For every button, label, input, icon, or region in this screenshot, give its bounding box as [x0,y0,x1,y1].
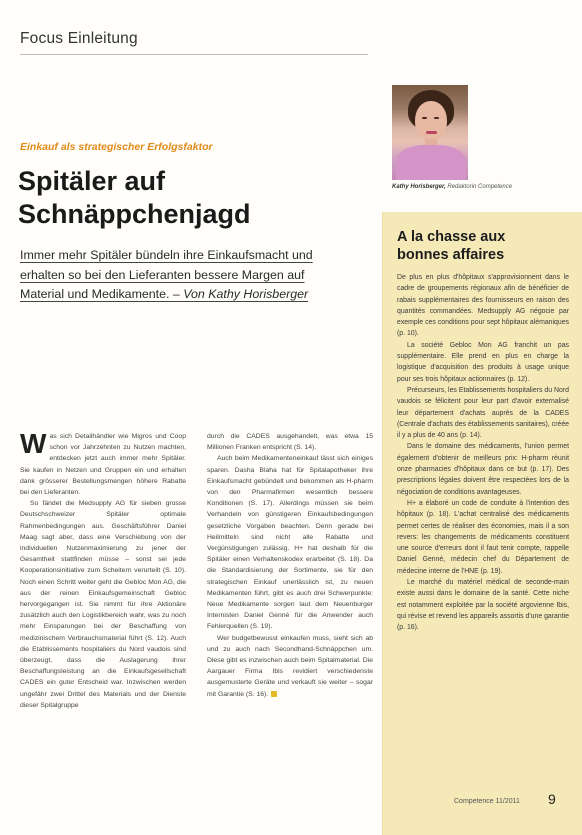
body-paragraph: Wer budgetbewusst einkaufen muss, sieht sich ab und zu auch nach Secondhand-Schnäppchen um. Diese gibt es inzwischen auch beim Spitalmaterial. Die Aargauer Firma Ibis revidiert verschiedenste ausgemusterte Geräte und verkauft sie weiter – sogar mit Garantie (S. 16). [207,634,373,698]
article-title [18,165,358,231]
drop-cap: W [20,428,47,459]
page-number: 9 [548,791,556,807]
end-mark-icon [271,691,277,697]
article-title-line-2: Schnäppchenjagd [18,199,251,229]
lead-line-2: erhalten so bei den Lieferanten bessere Margen auf [20,267,305,282]
summary-paragraph: Dans le domaine des médicaments, l'union permet également d'obtenir de meilleurs prix: H-pharm réunit onze pharmacies d'hôpitaux dans ce but (p. 17). Des prescriptions légales doivent être respectées lors de la négociation de conditions avantageuses. [397,443,569,496]
photo-caption [392,184,512,190]
body-column-2 [207,431,373,700]
summary-paragraph: Précurseurs, les Etablissements hospitaliers du Nord vaudois se félicitent pour leur part d'avoir externalisé leur département d'achats auprès de la CADES (Centrale d'achats des établissements sanitaires), créée il y a plus de 40 ans (p. 14). [397,386,569,440]
section-rubric: Focus Einleitung [20,30,138,47]
summary-paragraph: H+ a élaboré un code de conduite à l'intention des hôpitaux (p. 18). L'achat centralisé des médicaments permet certes de réaliser des économies, mais il a son revers: les changements de médicaments constituent une source d'erreurs dont il faut tenir compte, rappelle Daniel Genné, médecin chef du Département de médecine interne de l'HNE (p. 19). [397,499,569,575]
rubric-divider [20,54,368,55]
body-paragraph: So fändet die Medsupply AG für sieben grosse Deutschschweizer Spitäler optimale Rahmenbedingungen aus. Geschäftsführer Daniel Maag sagt aber, dass eine Verschiebung von der individuellen Nutzenmaximierung zu jener der Gesamtheit stattfinden müsse – sonst sei jede Kooperationsinitiative zum Scheitern verurteilt (S. 10). Noch einen Schritt weiter geht die Gebloc Mon AG, die aus der reinen Einkaufsgemeinschaft Gebloc hervorgegangen ist. Sie nimmt für ihre Aktionäre zusätzlich auch den Logistikbereich wahr, was zu noch mehr Einsparungen bei der Beschaffung von medizinischem Verbrauchsmaterial führt (S. 12). Auch die Etablissements hospitaliers du Nord vaudois sind überzeugt, dass die Auslagerung ihrer Beschaffungsleistung an die Einkaufsgesellschaft CADES ein guter Entscheid war. Inzwischen werden ungefähr zwei Drittel des Materials und der Dienste dieser Spitalgruppe [20,500,186,709]
article-kicker: Einkauf als strategischer Erfolgsfaktor [20,141,213,153]
lead-author: Von Kathy Horisberger [183,287,309,301]
body-column-1 [20,428,186,711]
article-lead [20,246,365,305]
summary-title-line-2: bonnes affaires [397,247,505,263]
french-summary-box [382,212,582,835]
lead-line-1: Immer mehr Spitäler bündeln ihre Einkaufsmacht und [20,248,313,262]
summary-title-line-1: A la chasse aux [397,229,506,245]
article-title-line-1: Spitäler auf [18,166,166,196]
article-body [20,428,375,771]
summary-title [397,228,567,264]
body-paragraph: durch die CADES ausgehandelt, was etwa 15 Millionen Franken entspricht (S. 14). [207,433,373,452]
body-paragraph: as sich Detailhändler wie Migros und Coop schon vor Jahrzehnten zu Nutzen machten, entdecken jetzt auch immer mehr Spitäler. Sie kaufen in Netzen und Gruppen ein und erhalten dank grösserer Bestellungsmengen höhere Rabatte bei den Lieferanten. [20,433,186,497]
author-photo [392,85,468,180]
summary-paragraph: La société Gebloc Mon AG franchit un pas supplémentaire. Elle prend en plus en charge la logistique d'acquisition des produits à usage unique pour ses trois hôpitaux actionnaires (p. 12). [397,341,569,383]
lead-line-3: Material und Medikamente. – [20,287,184,301]
summary-text [397,272,569,634]
summary-paragraph: Le marché du matériel médical de seconde-main existe aussi dans le domaine de la santé. Cette niche est notamment exploitée par la société argovienne Ibis, qui révise et revend les appareils assortis d'une garantie (p. 16). [397,579,569,632]
caption-role: Redaktorin Competence [445,184,513,190]
body-paragraph: Auch beim Medikamenteneinkauf lässt sich einiges sparen. Dasha Blaha hat für Spitalapotheker ihre Einkaufsmacht gebündelt und bekommen als H-pharm von den Pharmafirmen wesentlich bessere Konditionen (S. 17). Allerdings müssen sie beim Verhandeln von günstigeren Einkaufsbedingungen gesetzliche Vorgaben beachten. Denn gerade bei Heilmitteln sind nicht alle Rabatte und Vergünstigungen zulässig. H+ hat deshalb für die Spitäler einen Verhaltenskodex erarbeitet (S. 18). Da die Standardisierung der Sortimente, sie für den strategischen Einkauf unerlässlich ist, zu neuen Medikamenten führt, gibt es auch drei Schwerpunkte: Neue Medikamente sorgen laut dem Neuenburger Internisten Daniel Genné für die Anwender auch Fehlerquellen (S. 19). [207,455,373,631]
caption-name: Kathy Horisberger, [392,184,446,190]
summary-paragraph: De plus en plus d'hôpitaux s'approvisionnent dans le cadre de groupements régionaux afin de bénéficier de rabais supplémentaires des fournisseurs en raison des quantités commandées. Medsupply AG négocie par exemple ces conditions pour sept hôpitaux alémaniques (p. 10). [397,274,569,338]
issue-label: Competence 11/2011 [454,798,520,805]
